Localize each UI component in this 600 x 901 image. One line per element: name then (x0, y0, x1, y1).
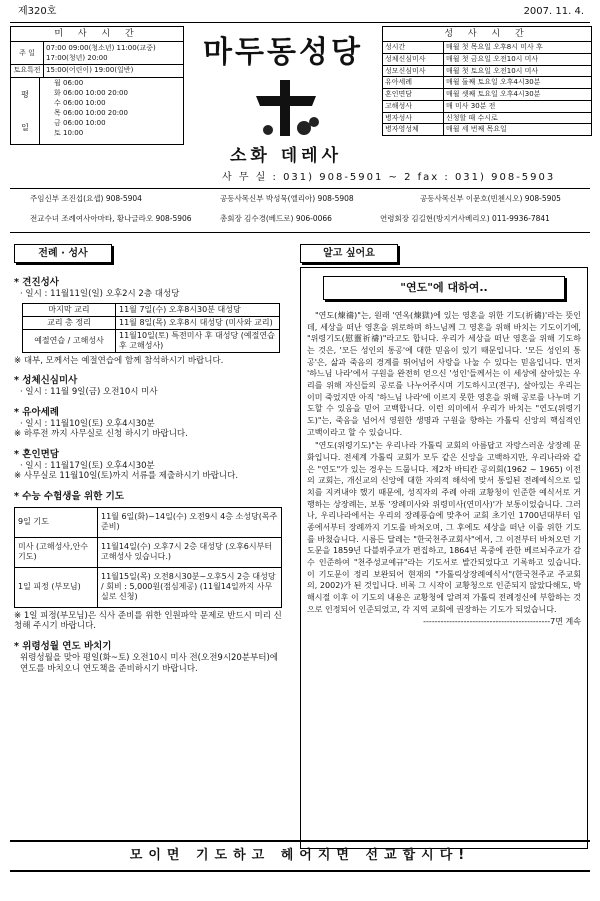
sacrament-name: 성시간 (383, 42, 444, 53)
mass-times-table (10, 26, 184, 145)
exam-prayer-heading: * 수능 수험생을 위한 기도 (14, 490, 124, 502)
weekday-tue: 화 06:00 10:00 20:00 (54, 89, 128, 97)
sunday-label: 주 일 (11, 42, 44, 64)
marriage-interview-date: · 일시 : 11월17일(토) 오후4시30분 (20, 460, 155, 471)
staff-entry: 총회장 김수경(베드로) 906-0066 (220, 214, 332, 223)
weekday-thu: 목 06:00 10:00 20:00 (54, 109, 128, 117)
staff-divider (10, 232, 590, 233)
weekday-wed: 수 06:00 10:00 (54, 99, 106, 107)
sacrament-time: 매월 첫 금요일 오전10시 미사 (446, 54, 539, 63)
staff-entry: 주임신부 조진섭(요셉) 908-5904 (30, 194, 142, 203)
church-patron: 소화 데레사 (229, 146, 343, 166)
staff-entry: 공동사목신부 박성묵(엘리아) 908-5908 (220, 194, 354, 203)
eucharist-mass-heading: * 성체신심미사 (14, 375, 78, 387)
table-cell-value: 11월 7일(수) 오후8시30분 대성당 (116, 303, 280, 316)
sacrament-time: 매월 첫 목요일 오후8시 미사 후 (446, 43, 543, 51)
exam-prayer-table (14, 507, 282, 608)
continued-note: --------------------------------------------7면 계속 (423, 617, 581, 627)
church-name: 마두동성당 (203, 35, 363, 70)
sacrament-name: 성모신심미사 (383, 66, 444, 77)
issue-number: 제320호 (18, 6, 57, 17)
article-title: "연도"에 대하여.. (323, 276, 565, 300)
top-divider (10, 22, 590, 23)
weekday-label-a: 평 (21, 89, 29, 99)
infant-baptism-date: · 일시 : 11월10일(토) 오후4시30분 (20, 418, 155, 429)
footer-slogan: 모이면 기도하고 헤어지면 선교합시다! (129, 848, 471, 863)
sacrament-name: 병자영성체 (383, 124, 444, 135)
sacrament-times-table (382, 26, 592, 136)
footer-bottom-divider (10, 870, 590, 872)
table-cell-label: 1일 피정 (부모님) (15, 567, 98, 607)
eucharist-mass-date: · 일시 : 11월 9일(금) 오전10시 미사 (20, 387, 158, 397)
staff-entry: 전교수녀 조례여사아마타, 황나글라오 908-5906 (30, 214, 192, 223)
cross-emblem-icon (246, 76, 326, 146)
marriage-interview-note: ※ 사무실로 11월10일(토)까지 서류를 제출하시기 바랍니다. (14, 471, 239, 482)
requiem-prayer-text: 위령성월을 맞아 평일(화~토) 오전10시 미사 전(오전9시20분부터)에 연도를 바치오니 연도책을 준비하시기 바랍니다. (20, 652, 279, 674)
sacrament-time: 매월 첫 토요일 오전10시 미사 (446, 66, 539, 75)
header-divider (10, 188, 590, 189)
staff-row-1 (30, 194, 590, 203)
sacrament-name: 성체신심미사 (383, 54, 444, 65)
table-cell-label: 9일 기도 (15, 507, 98, 537)
article-column (300, 244, 588, 849)
table-cell-value: 11월 8일(목) 오후8시 대성당 (미사와 교리) (116, 316, 280, 329)
issue-date-line (18, 6, 584, 20)
article-section-title: 알고 싶어요 (300, 244, 398, 263)
saturday-label: 토요특전 (11, 65, 44, 77)
table-cell-label: 미사 (고해성사,안수기도) (15, 537, 98, 567)
publication-date: 2007. 11. 4. (523, 6, 584, 17)
sacrament-time: 신청할 때 수시로 (446, 113, 498, 122)
article-paragraph-1: "연도(煉禱)"는, 원래 '연옥(煉獄)에 있는 영혼을 위한 기도(祈禱)'라는 뜻인데, 세상을 떠난 영혼을 위로하며 하느님께 그 영혼을 위해 바치는 기도이기에, "위령기도(慰靈祈禱)"라고도 합니다. 우리가 세상을 떠난 영혼을 위해 기도하는 것은, '모든 성인의 통공'에 대한 믿음이 있기 때문입니다. '모든 성인의 통공'은, 삶과 죽음의 경계를 뛰어넘어 사랑을 나눌 수 있다는 믿음입니다. 먼저 '하느님 나라'에서 구원을 완전히 얻으신 '성인'들께서는 이 세상에 살아있는 우리를 위해 자신들의 공로를 나누어주시며 기도하시고(전구), 살아있는 우리는 이미 죽었지만 아직 '하느님 나라'에 이르지 못한 영혼을 위해 공로를 나누며 기도할 수 있음을 믿어 고백합니다. 이런 의미에서 우리가 바치는 "연도(위령기도)"는, 죽음을 넘어서 영원한 생명과 구원을 향하는 가톨릭 신앙의 핵심적인 고백이라고 할 수 있습니다. (307, 311, 581, 437)
table-cell-label: 마지막 교리 (23, 303, 116, 316)
office-phone: 사 무 실 : 031) 908-5901 ~ 2 fax : 031) 908-5903 (222, 172, 556, 183)
staff-entry: 공동사목신부 이문호(빈첸시오) 908-5905 (420, 194, 561, 203)
infant-baptism-note: ※ 하루전 까지 사무실로 신청 하시기 바랍니다. (14, 429, 188, 440)
staff-row-2 (30, 214, 590, 223)
table-cell-label: 예절연습 / 고해성사 (23, 329, 116, 352)
confirmation-date: · 일시 : 11월11일(일) 오후2시 2층 대성당 (20, 288, 180, 299)
sacrament-time: 매 미사 30분 전 (446, 101, 496, 110)
weekday-fri: 금 06:00 10:00 (54, 119, 106, 127)
sacrament-name: 유아세례 (383, 77, 444, 88)
footer-divider (10, 840, 590, 842)
table-cell-label: 교리 총 정리 (23, 316, 116, 329)
confirmation-heading: * 견진성사 (14, 277, 59, 288)
sunday-times-2: 17:00(청년) 20:00 (46, 54, 108, 62)
table-cell-value: 11월10일(토) 특전미사 후 대성당 (예절연습 후 고해성사) (116, 329, 280, 352)
mass-times-title: 미 사 시 간 (11, 27, 183, 42)
staff-entry: 연령회장 김길현(방지거사베리오) 011-9936-7841 (380, 214, 550, 223)
sacrament-name: 병자성사 (383, 113, 444, 124)
article-paragraph-2: "연도(위령기도)"는 우리나라 가톨릭 교회의 아름답고 자랑스러운 상장례 문화입니다. 전세계 가톨릭 교회가 모두 같은 신앙을 고백하지만, 우리나라와 같은 "연도"가 있는 경우는 드뭅니다. 제2차 바티칸 공의회(1962 ~ 1965) 이전의 교회는, 개신교의 신앙에 대한 자의적 해석에 맞서 통일된 전례예식으로 일치를 지켜내야 했기 때문에, 성직자의 주례 아래 교황청이 인준한 예식서로 거행하는 상장례는, 보통 '장례미사와 위령미사(연미사)'가 보통이었습니다. 그러나, 우리나라에서는 우리의 장례풍습에 맞추어 교회 초기인 1700년대부터 임종에서부터 장례까지 기도를 바쳐오며, 그 후에도 세상을 떠난 이를 위한 기도를 바쳤습니다. 시름든 달레는 "한국천주교회사"에서, 그 이전부터 바쳐오던 기도문을 1859년 다블뤼주교가 편집하고, 1864년 목중에 관한 베르뇌주교가 감수 인준하여 "천주성교예규"라는 기도서로 발간되었다고 기록하고 있습니다. 이 기도문이 정리 보완되어 현재의 "가톨릭상장례예식서"(한국천주교 주교회의, 2002)가 된 것입니다. 비록 그 시작이 교황청으로 인준되지 않았다해도, 박해시절 이후 이 기도의 내용은 교황청에 알려져 가톨릭 전례정신에 부합하는 것으로 인정되어 인준되었고, 각 지역 교회에 권장하는 기도가 되었습니다. (307, 441, 581, 614)
weekday-label-b: 일 (21, 122, 29, 132)
sunday-times-1: 07:00 09:00(청소년) 11:00(교중) (46, 44, 156, 52)
infant-baptism-heading: * 유아세례 (14, 406, 59, 418)
exam-prayer-note: ※ 1일 피정(부모님)은 식사 준비를 위한 인원파악 문제로 반드시 미리 신청해 주시기 바랍니다. (14, 610, 282, 632)
liturgy-section-title: 전례 · 성사 (14, 244, 112, 263)
liturgy-column (14, 244, 286, 674)
confirmation-table (22, 303, 280, 353)
table-cell-value: 11월 6일(화)~14일(수) 오전9시 4층 소성당(목주준비) (98, 507, 282, 537)
sacrament-name: 고해성사 (383, 101, 444, 112)
sacrament-name: 혼인면담 (383, 89, 444, 100)
sacrament-time: 매월 세 번째 목요일 (446, 125, 507, 134)
sacrament-time: 매월 둘째 토요일 오후4시30분 (446, 78, 541, 87)
sacrament-time: 매월 셋째 토요일 오후4시30분 (446, 90, 541, 98)
article-box (300, 267, 588, 849)
confirmation-note: ※ 대부, 모께서는 예절연습에 함께 참석하시기 바랍니다. (14, 355, 224, 366)
weekday-mon: 월 06:00 (54, 79, 84, 87)
marriage-interview-heading: * 혼인면담 (14, 448, 59, 460)
sacrament-times-title: 성 사 시 간 (383, 27, 591, 42)
requiem-prayer-heading: * 위령성월 연도 바치기 (14, 641, 112, 652)
weekday-sat: 토 10:00 (54, 129, 84, 137)
table-cell-value: 11월14일(수) 오후7시 2층 대성당 (오후6시부터 고해성사 있습니다.) (98, 537, 282, 567)
saturday-times: 15:00(어린이) 19:00(일반) (46, 66, 134, 74)
table-cell-value: 11월15일(목) 오전8시30분~오후5시 2층 대성당 / 회비 : 5,000원(점심제공) (11월14일까지 사무실로 신청) (98, 567, 282, 607)
